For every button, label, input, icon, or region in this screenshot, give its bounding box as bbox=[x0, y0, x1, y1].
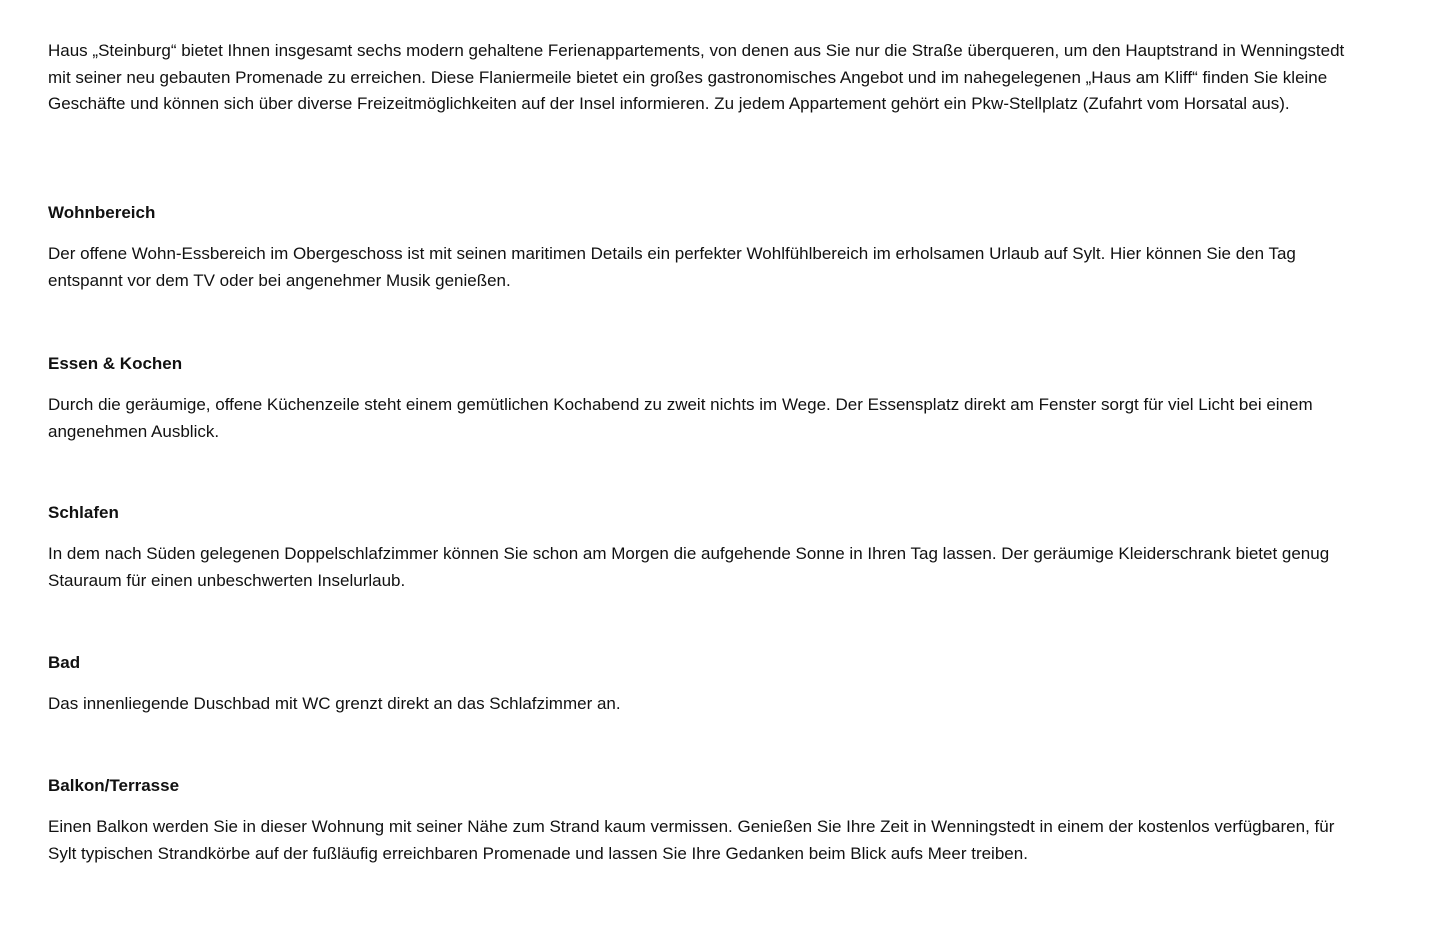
section-text: Das innenliegende Duschbad mit WC grenzt direkt an das Schlafzimmer an. bbox=[48, 694, 621, 713]
section-heading: Balkon/Terrasse bbox=[48, 776, 180, 795]
section-heading: Wohnbereich bbox=[48, 203, 156, 222]
section-text: In dem nach Süden gelegenen Doppelschlafzimmer können Sie schon am Morgen die aufgehende Sonne in Ihren Tag lassen. Der geräumige Kleiderschrank bietet genug Stauraum für einen unbeschwerten Inselurlaub. bbox=[48, 544, 1330, 590]
section-text: Durch die geräumige, offene Küchenzeile steht einem gemütlichen Kochabend zu zweit nichts im Wege. Der Essensplatz direkt am Fenster sorgt für viel Licht bei einem angenehmen Ausblick. bbox=[48, 395, 1313, 441]
section-heading: Essen & Kochen bbox=[48, 354, 183, 373]
section-text: Der offene Wohn-Essbereich im Obergeschoss ist mit seinen maritimen Details ein perfekter Wohlfühlbereich im erholsamen Urlaub auf Sylt. Hier können Sie den Tag entspannt vor dem TV oder bei angenehmer Musik genießen. bbox=[48, 244, 1296, 290]
section-text: Einen Balkon werden Sie in dieser Wohnung mit seiner Nähe zum Strand kaum vermissen. Genießen Sie Ihre Zeit in Wenningstedt in einem der kostenlos verfügbaren, für Sylt typischen Strandkörbe auf der fußläufig erreichbaren Promenade und lassen Sie Ihre Gedanken beim Blick aufs Meer treiben. bbox=[48, 817, 1335, 863]
intro-paragraph: Haus „Steinburg“ bietet Ihnen insgesamt sechs modern gehaltene Ferienappartements, von denen aus Sie nur die Straße überqueren, um den Hauptstrand in Wenningstedt mit seiner neu gebauten Promenade zu erreichen. Diese Flaniermeile bietet ein großes gastronomisches Angebot und im nahegelegenen „Haus am Kliff“ finden Sie kleine Geschäfte und können sich über diverse Freizeitmöglichkeiten auf der Insel informieren. Zu jedem Appartement gehört ein Pkw-Stellplatz (Zufahrt vom Horsatal aus). bbox=[48, 41, 1345, 113]
section-schlafen bbox=[48, 500, 1358, 594]
section-heading: Schlafen bbox=[48, 503, 119, 522]
section-balkon-terrasse bbox=[48, 773, 1358, 867]
section-wohnbereich bbox=[48, 200, 1358, 294]
section-bad bbox=[48, 650, 1358, 718]
section-heading: Bad bbox=[48, 653, 81, 672]
section-essen-kochen bbox=[48, 351, 1358, 445]
